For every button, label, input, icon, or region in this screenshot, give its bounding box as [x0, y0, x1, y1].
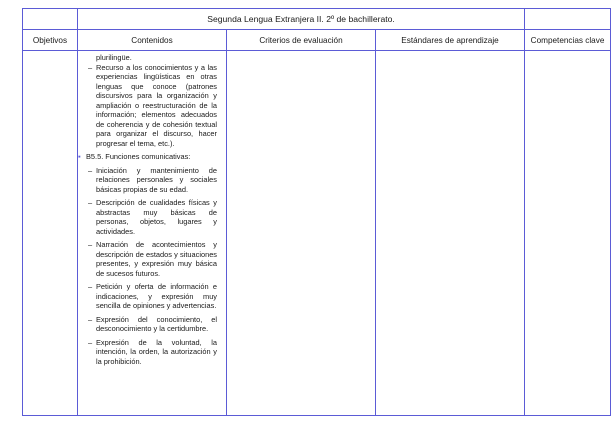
- content-list-item: [88, 63, 217, 149]
- content-list-item: [88, 282, 217, 311]
- section-heading: [78, 152, 217, 162]
- dash-icon: –: [88, 62, 93, 72]
- dash-icon: –: [88, 282, 93, 291]
- competencias-cell: [525, 51, 611, 416]
- column-header-competencias: Competencias clave: [525, 30, 611, 51]
- content-list-item: [88, 198, 217, 236]
- column-header-estandares: Estándares de aprendizaje: [376, 30, 525, 51]
- continuation-text: plurilingüe.: [96, 53, 132, 62]
- content-list-item: [88, 166, 217, 195]
- content-list-item-text: Narración de acontecimientos y descripción de estados y situaciones presentes, y expresión muy básica de sucesos futuros.: [96, 240, 217, 278]
- content-list-item: [88, 315, 217, 334]
- column-header-criterios: Criterios de evaluación: [227, 30, 376, 51]
- dash-icon: –: [88, 314, 93, 324]
- curriculum-table: [22, 8, 611, 416]
- content-list-item-text: Expresión de la voluntad, la intención, la orden, la autorización y la prohibición.: [96, 337, 217, 366]
- content-list-item-text: Iniciación y mantenimiento de relaciones personales y sociales básicas propias de su edad.: [96, 165, 217, 194]
- content-list-item-text: Descripción de cualidades físicas y abstractas muy básicas de personas, objetos, lugares y actividades.: [96, 198, 217, 236]
- table-title: Segunda Lengua Extranjera II. 2º de bachillerato.: [78, 9, 525, 30]
- bullet-icon: ▪: [78, 152, 81, 161]
- content-list-item: [88, 338, 217, 367]
- content-list-item-text: Recurso a los conocimientos y a las experiencias lingüísticas en otras lenguas que conoce (patrones discursivos para la organización y ampliación o reestructuración de la información; elementos adecuados de coherencia y de cohesión textual para organizar el discurso, hacer progresar el tema, etc.).: [96, 62, 217, 148]
- header-blank-cell-right: [525, 9, 611, 30]
- content-list-item-text: Expresión del conocimiento, el desconocimiento y la certidumbre.: [96, 314, 217, 333]
- criterios-cell: [227, 51, 376, 416]
- objetivos-cell: [23, 51, 78, 416]
- dash-icon: –: [88, 337, 93, 347]
- content-list-item-text: Petición y oferta de información e indicaciones, y expresión muy sencilla de opiniones y advertencias.: [96, 282, 217, 310]
- column-header-objetivos: Objetivos: [23, 30, 78, 51]
- dash-icon: –: [88, 198, 93, 207]
- section-heading-text: B5.5. Funciones comunicativas:: [86, 152, 191, 161]
- dash-icon: –: [88, 165, 93, 175]
- contenidos-cell: [78, 51, 227, 416]
- dash-icon: –: [88, 240, 93, 249]
- content-list-item: [88, 240, 217, 278]
- column-header-contenidos: Contenidos: [78, 30, 227, 51]
- estandares-cell: [376, 51, 525, 416]
- header-blank-cell: [23, 9, 78, 30]
